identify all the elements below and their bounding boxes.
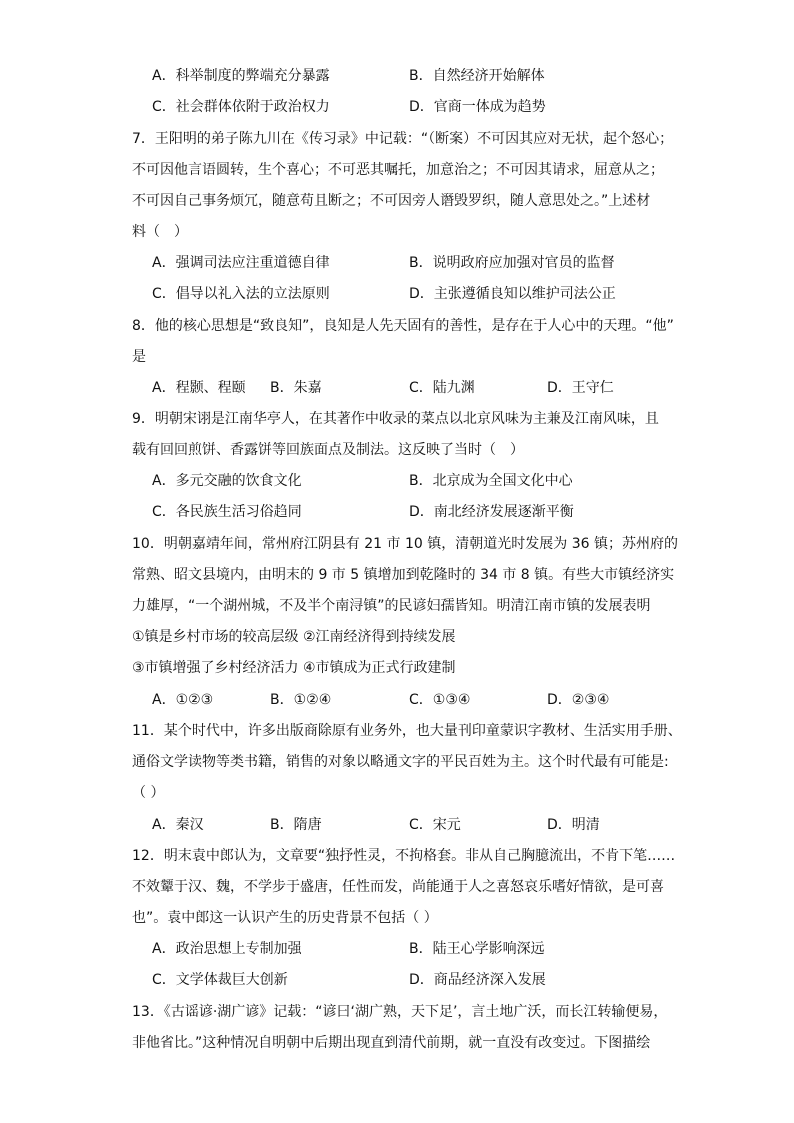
q7-stem-line: 不可因自己事务烦冗，随意苟且断之；不可因旁人谮毁罗织，随人意思处之。”上述材: [132, 193, 651, 209]
q10-option-c[interactable]: C．①③④: [409, 692, 471, 708]
q12-stem-line: 12．明末袁中郎认为，文章要“独抒性灵，不拘格套。非从自己胸臆流出，不肯下笔……: [132, 848, 676, 864]
q10-statement-line: ①镇是乡村市场的较高层级 ②江南经济得到持续发展: [132, 629, 456, 645]
q10-stem-line: 常熟、昭文县境内，由明末的 9 市 5 镇增加到乾隆时的 34 市 8 镇。有些大市镇经济实: [132, 567, 675, 583]
q11-option-d[interactable]: D．明清: [547, 817, 600, 833]
q13-stem-line: 非他省比。”这种情况自明朝中后期出现直到清代前期，就一直没有改变过。下图描绘: [132, 1035, 651, 1051]
q8-option-a[interactable]: A．程颢、程颐: [152, 380, 246, 396]
q7-stem-line: 7．王阳明的弟子陈九川在《传习录》中记载：“（断案）不可因其应对无状，起个怒心；: [132, 131, 674, 147]
q11-option-c[interactable]: C．宋元: [409, 817, 461, 833]
q10-stem-line: 力雄厚，“一个湖州城，不及半个南浔镇”的民谚妇孺皆知。明清江南市镇的发展表明: [132, 598, 651, 614]
q10-statement-line: ③市镇增强了乡村经济活力 ④市镇成为正式行政建制: [132, 660, 456, 676]
q9-option-c[interactable]: C．各民族生活习俗趋同: [152, 504, 302, 520]
q9-stem-line: 载有回回煎饼、香露饼等回族面点及制法。这反映了当时（ ）: [132, 442, 524, 458]
q13-stem-line: 13．《古谣谚·湖广谚》记载：“谚曰‘湖广熟，天下足’，言土地广沃，而长江转输便易，: [132, 1004, 668, 1020]
q10-option-d[interactable]: D．②③④: [547, 692, 610, 708]
q7-option-d[interactable]: D．主张遵循良知以维护司法公正: [409, 286, 616, 302]
q11-option-b[interactable]: B．隋唐: [270, 817, 322, 833]
q6-option-d[interactable]: D．官商一体成为趋势: [409, 99, 546, 115]
q8-option-c[interactable]: C．陆九渊: [409, 380, 475, 396]
q8-stem-line: 8．他的核心思想是“致良知”，良知是人先天固有的善性，是存在于人心中的天理。“他”: [132, 318, 674, 334]
q9-option-a[interactable]: A．多元交融的饮食文化: [152, 473, 302, 489]
q11-option-a[interactable]: A．秦汉: [152, 817, 204, 833]
q12-stem-line: 不效颦于汉、魏，不学步于盛唐，任性而发，尚能通于人之喜怒哀乐嗜好情欲，是可喜: [132, 879, 664, 895]
q7-option-a[interactable]: A．强调司法应注重道德自律: [152, 255, 330, 271]
q6-option-b[interactable]: B．自然经济开始解体: [409, 68, 545, 84]
q10-option-b[interactable]: B．①②④: [270, 692, 332, 708]
q7-stem-line: 不可因他言语圆转，生个喜心；不可恶其嘱托，加意治之；不可因其请求，屈意从之；: [132, 162, 664, 178]
q6-option-c[interactable]: C．社会群体依附于政治权力: [152, 99, 330, 115]
q9-option-b[interactable]: B．北京成为全国文化中心: [409, 473, 573, 489]
q7-option-c[interactable]: C．倡导以礼入法的立法原则: [152, 286, 330, 302]
q9-option-d[interactable]: D．南北经济发展逐渐平衡: [409, 504, 574, 520]
q10-option-a[interactable]: A．①②③: [152, 692, 214, 708]
q12-option-b[interactable]: B．陆王心学影响深远: [409, 941, 545, 957]
q12-option-a[interactable]: A．政治思想上专制加强: [152, 941, 302, 957]
q8-option-b[interactable]: B．朱嘉: [270, 380, 322, 396]
q11-stem-line: （ ）: [132, 785, 165, 801]
q11-stem-line: 通俗文学读物等类书籍，销售的对象以略通文字的平民百姓为主。这个时代最有可能是:: [132, 754, 669, 770]
q8-option-d[interactable]: D．王守仁: [547, 380, 614, 396]
q8-stem-line: 是: [132, 349, 146, 365]
q11-stem-line: 11．某个时代中，许多出版商除原有业务外，也大量刊印童蒙识字教材、生活实用手册、: [132, 723, 682, 739]
q9-stem-line: 9．明朝宋诩是江南华亭人，在其著作中收录的菜点以北京风味为主兼及江南风味，且: [132, 411, 659, 427]
q12-option-d[interactable]: D．商品经济深入发展: [409, 972, 546, 988]
q10-stem-line: 10．明朝嘉靖年间，常州府江阴县有 21 市 10 镇，清朝道光时发展为 36 镇；苏州府的: [132, 536, 678, 552]
q6-option-a[interactable]: A．科举制度的弊端充分暴露: [152, 68, 330, 84]
q7-option-b[interactable]: B．说明政府应加强对官员的监督: [409, 255, 615, 271]
q12-stem-line: 也”。袁中郎这一认识产生的历史背景不包括（ ）: [132, 910, 438, 926]
q7-stem-line: 料（ ）: [132, 224, 188, 240]
q12-option-c[interactable]: C．文学体裁巨大创新: [152, 972, 288, 988]
